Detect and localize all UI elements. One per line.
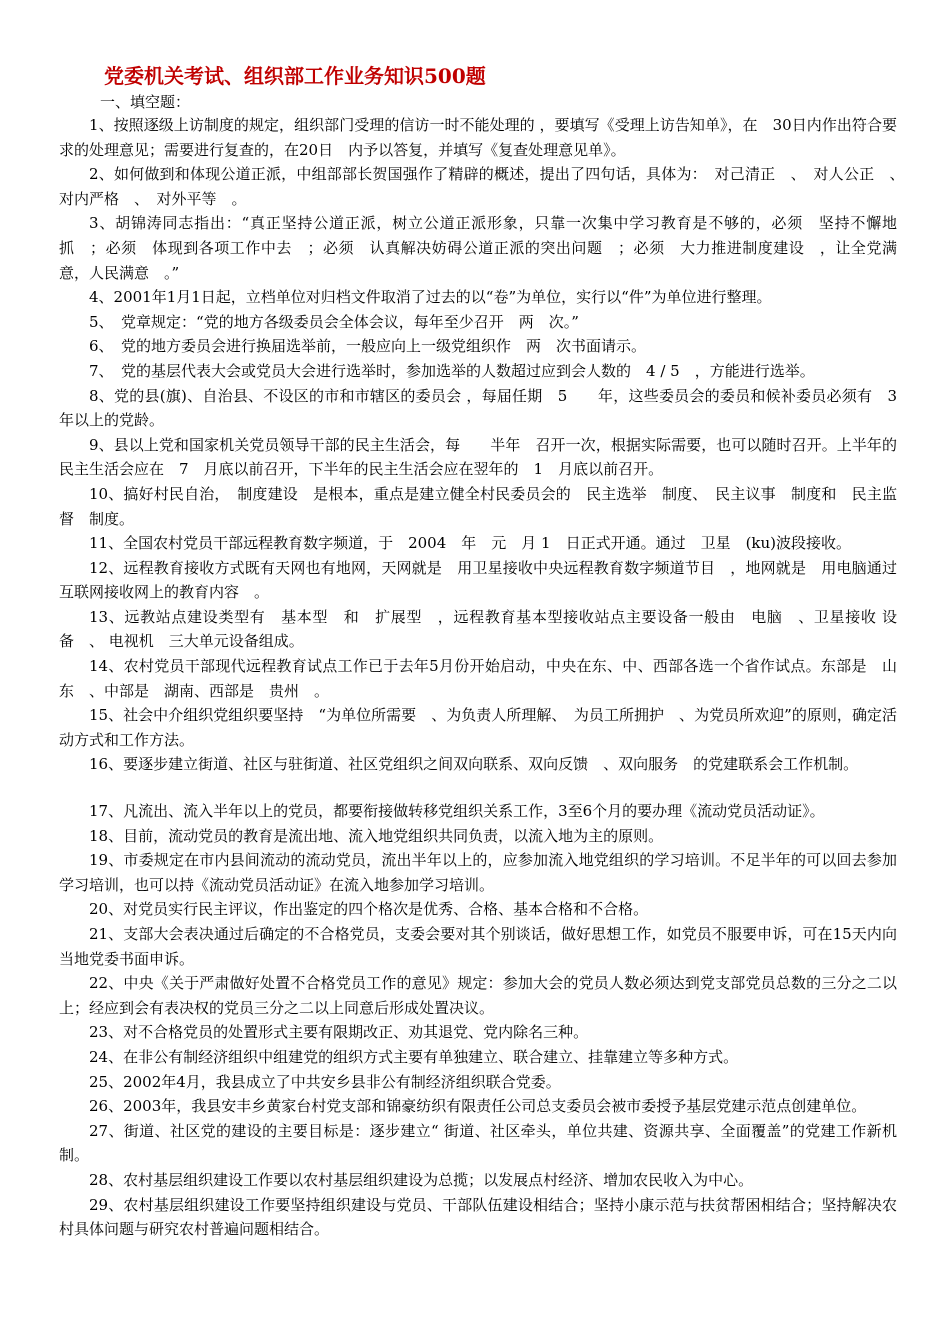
question-11: 11、全国农村党员干部远程教育数字频道，于 2004 年 元 月 1 日正式开通。通过 卫星 (ku)波段接收。 — [89, 534, 852, 553]
question-14: 14、农村党员干部现代远程教育试点工作已于去年5月份开始启动，中央在东、中、西部各选一个省作试点。东部是 山东 、中部是 湖南、西部是 贵州 。 — [59, 657, 897, 700]
document-body — [59, 113, 913, 1242]
question-20: 20、对党员实行民主评议，作出鉴定的四个格次是优秀、合格、基本合格和不合格。 — [89, 900, 649, 919]
question-23: 23、对不合格党员的处置形式主要有限期改正、劝其退党、党内除名三种。 — [89, 1023, 589, 1042]
question-16: 16、要逐步建立街道、社区与驻街道、社区党组织之间双向联系、双向反馈 、双向服务 的党建联系会工作机制。 — [89, 755, 859, 774]
question-2: 2、如何做到和体现公道正派，中组部部长贺国强作了精辟的概述，提出了四句话，具体为： 对己清正 、 对人公正 、 对内严格 、 对外平等 。 — [59, 165, 913, 208]
question-15: 15、社会中介组织党组织要坚持 “为单位所需要 、为负责人所理解、 为员工所拥护 、为党员所欢迎”的原则，确定活动方式和工作方法。 — [59, 706, 897, 749]
document-title: 党委机关考试、组织部工作业务知识500题 — [104, 64, 486, 88]
question-18: 18、目前，流动党员的教育是流出地、流入地党组织共同负责，以流入地为主的原则。 — [89, 826, 664, 845]
question-24: 24、在非公有制经济组织中组建党的组织方式主要有单独建立、联合建立、挂靠建立等多种方式。 — [89, 1047, 739, 1066]
question-27: 27、街道、社区党的建设的主要目标是：逐步建立“ 街道、社区牵头，单位共建、资源共享、全面覆盖”的党建工作新机制。 — [59, 1121, 897, 1165]
question-21: 21、支部大会表决通过后确定的不合格党员，支委会要对其个别谈话，做好思想工作，如党员不服要申诉，可在15天内向当地党委书面申诉。 — [59, 925, 897, 968]
question-7: 7、 党的基层代表大会或党员大会进行选举时，参加选举的人数超过应到会人数的 4 / 5 ，方能进行选举。 — [89, 361, 815, 380]
question-29: 29、农村基层组织建设工作要坚持组织建设与党员、干部队伍建设相结合；坚持小康示范与扶贫帮困相结合；坚持解决农村具体问题与研究农村普遍问题相结合。 — [59, 1195, 897, 1239]
question-4: 4、2001年1月1日起，立档单位对归档文件取消了过去的以“卷”为单位，实行以“件”为单位进行整理。 — [89, 288, 772, 307]
question-3: 3、胡锦涛同志指出：“真正坚持公道正派，树立公道正派形象，只靠一次集中学习教育是不够的，必须 坚持不懈地抓 ；必须 体现到各项工作中去 ；必须 认真解决妨碍公道正派的突出问题 ；必须 大力推进制度建设 ，让全党满意，人民满意 。” — [59, 214, 897, 282]
question-9: 9、县以上党和国家机关党员领导干部的民主生活会，每 半年 召开一次，根据实际需要，也可以随时召开。上半年的民主生活会应在 7 月底以前召开，下半年的民主生活会应在翌年的 1 月底以前召开。 — [59, 435, 897, 479]
question-26: 26、2003年，我县安丰乡黄家台村党支部和锦豪纺织有限责任公司总支委员会被市委授予基层党建示范点创建单位。 — [89, 1097, 867, 1116]
question-22: 22、中央《关于严肃做好处置不合格党员工作的意见》规定：参加大会的党员人数必须达到党支部党员总数的三分之二以上；经应到会有表决权的党员三分之二以上同意后形成处置决议。 — [59, 974, 897, 1017]
question-19: 19、市委规定在市内县间流动的流动党员，流出半年以上的，应参加流入地党组织的学习培训。不足半年的可以回去参加学习培训，也可以持《流动党员活动证》在流入地参加学习培训。 — [59, 851, 897, 894]
question-1: 1、按照逐级上访制度的规定，组织部门受理的信访一时不能处理的 ，要填写《受理上访告知单》，在 30日内作出符合要求的处理意见；需要进行复查的，在20日 内予以答复，并填写《复查处理意见单》。 — [59, 116, 897, 159]
question-28: 28、农村基层组织建设工作要以农村基层组织建设为总揽；以发展点村经济、增加农民收入为中心。 — [89, 1170, 754, 1189]
question-10: 10、搞好村民自治， 制度建设 是根本，重点是建立健全村民委员会的 民主选举 制度、 民主议事 制度和 民主监督 制度。 — [59, 484, 897, 528]
section-heading: 一、填空题： — [100, 93, 191, 111]
question-6: 6、 党的地方委员会进行换届选举前，一般应向上一级党组织作 两 次书面请示。 — [89, 337, 647, 356]
question-25: 25、2002年4月，我县成立了中共安乡县非公有制经济组织联合党委。 — [89, 1072, 561, 1091]
question-8: 8、党的县(旗)、自治县、不设区的市和市辖区的委员会 ，每届任期 5 年，这些委员会的委员和候补委员必须有 3 年以上的党龄。 — [59, 386, 913, 430]
question-12: 12、远程教育接收方式既有天网也有地网，天网就是 用卫星接收中央远程教育数字频道节目 ，地网就是 用电脑通过互联网接收网上的教育内容 。 — [59, 558, 897, 602]
question-13: 13、远教站点建设类型有 基本型 和 扩展型 ，远程教育基本型接收站点主要设备一般由 电脑 、卫星接收 设 备 、 电视机 三大单元设备组成。 — [59, 607, 897, 651]
question-17: 17、凡流出、流入半年以上的党员，都要衔接做转移党组织关系工作，3至6个月的要办理《流动党员活动证》。 — [89, 802, 825, 821]
question-5: 5、 党章规定：“党的地方各级委员会全体会议，每年至少召开 两 次。” — [89, 312, 579, 331]
